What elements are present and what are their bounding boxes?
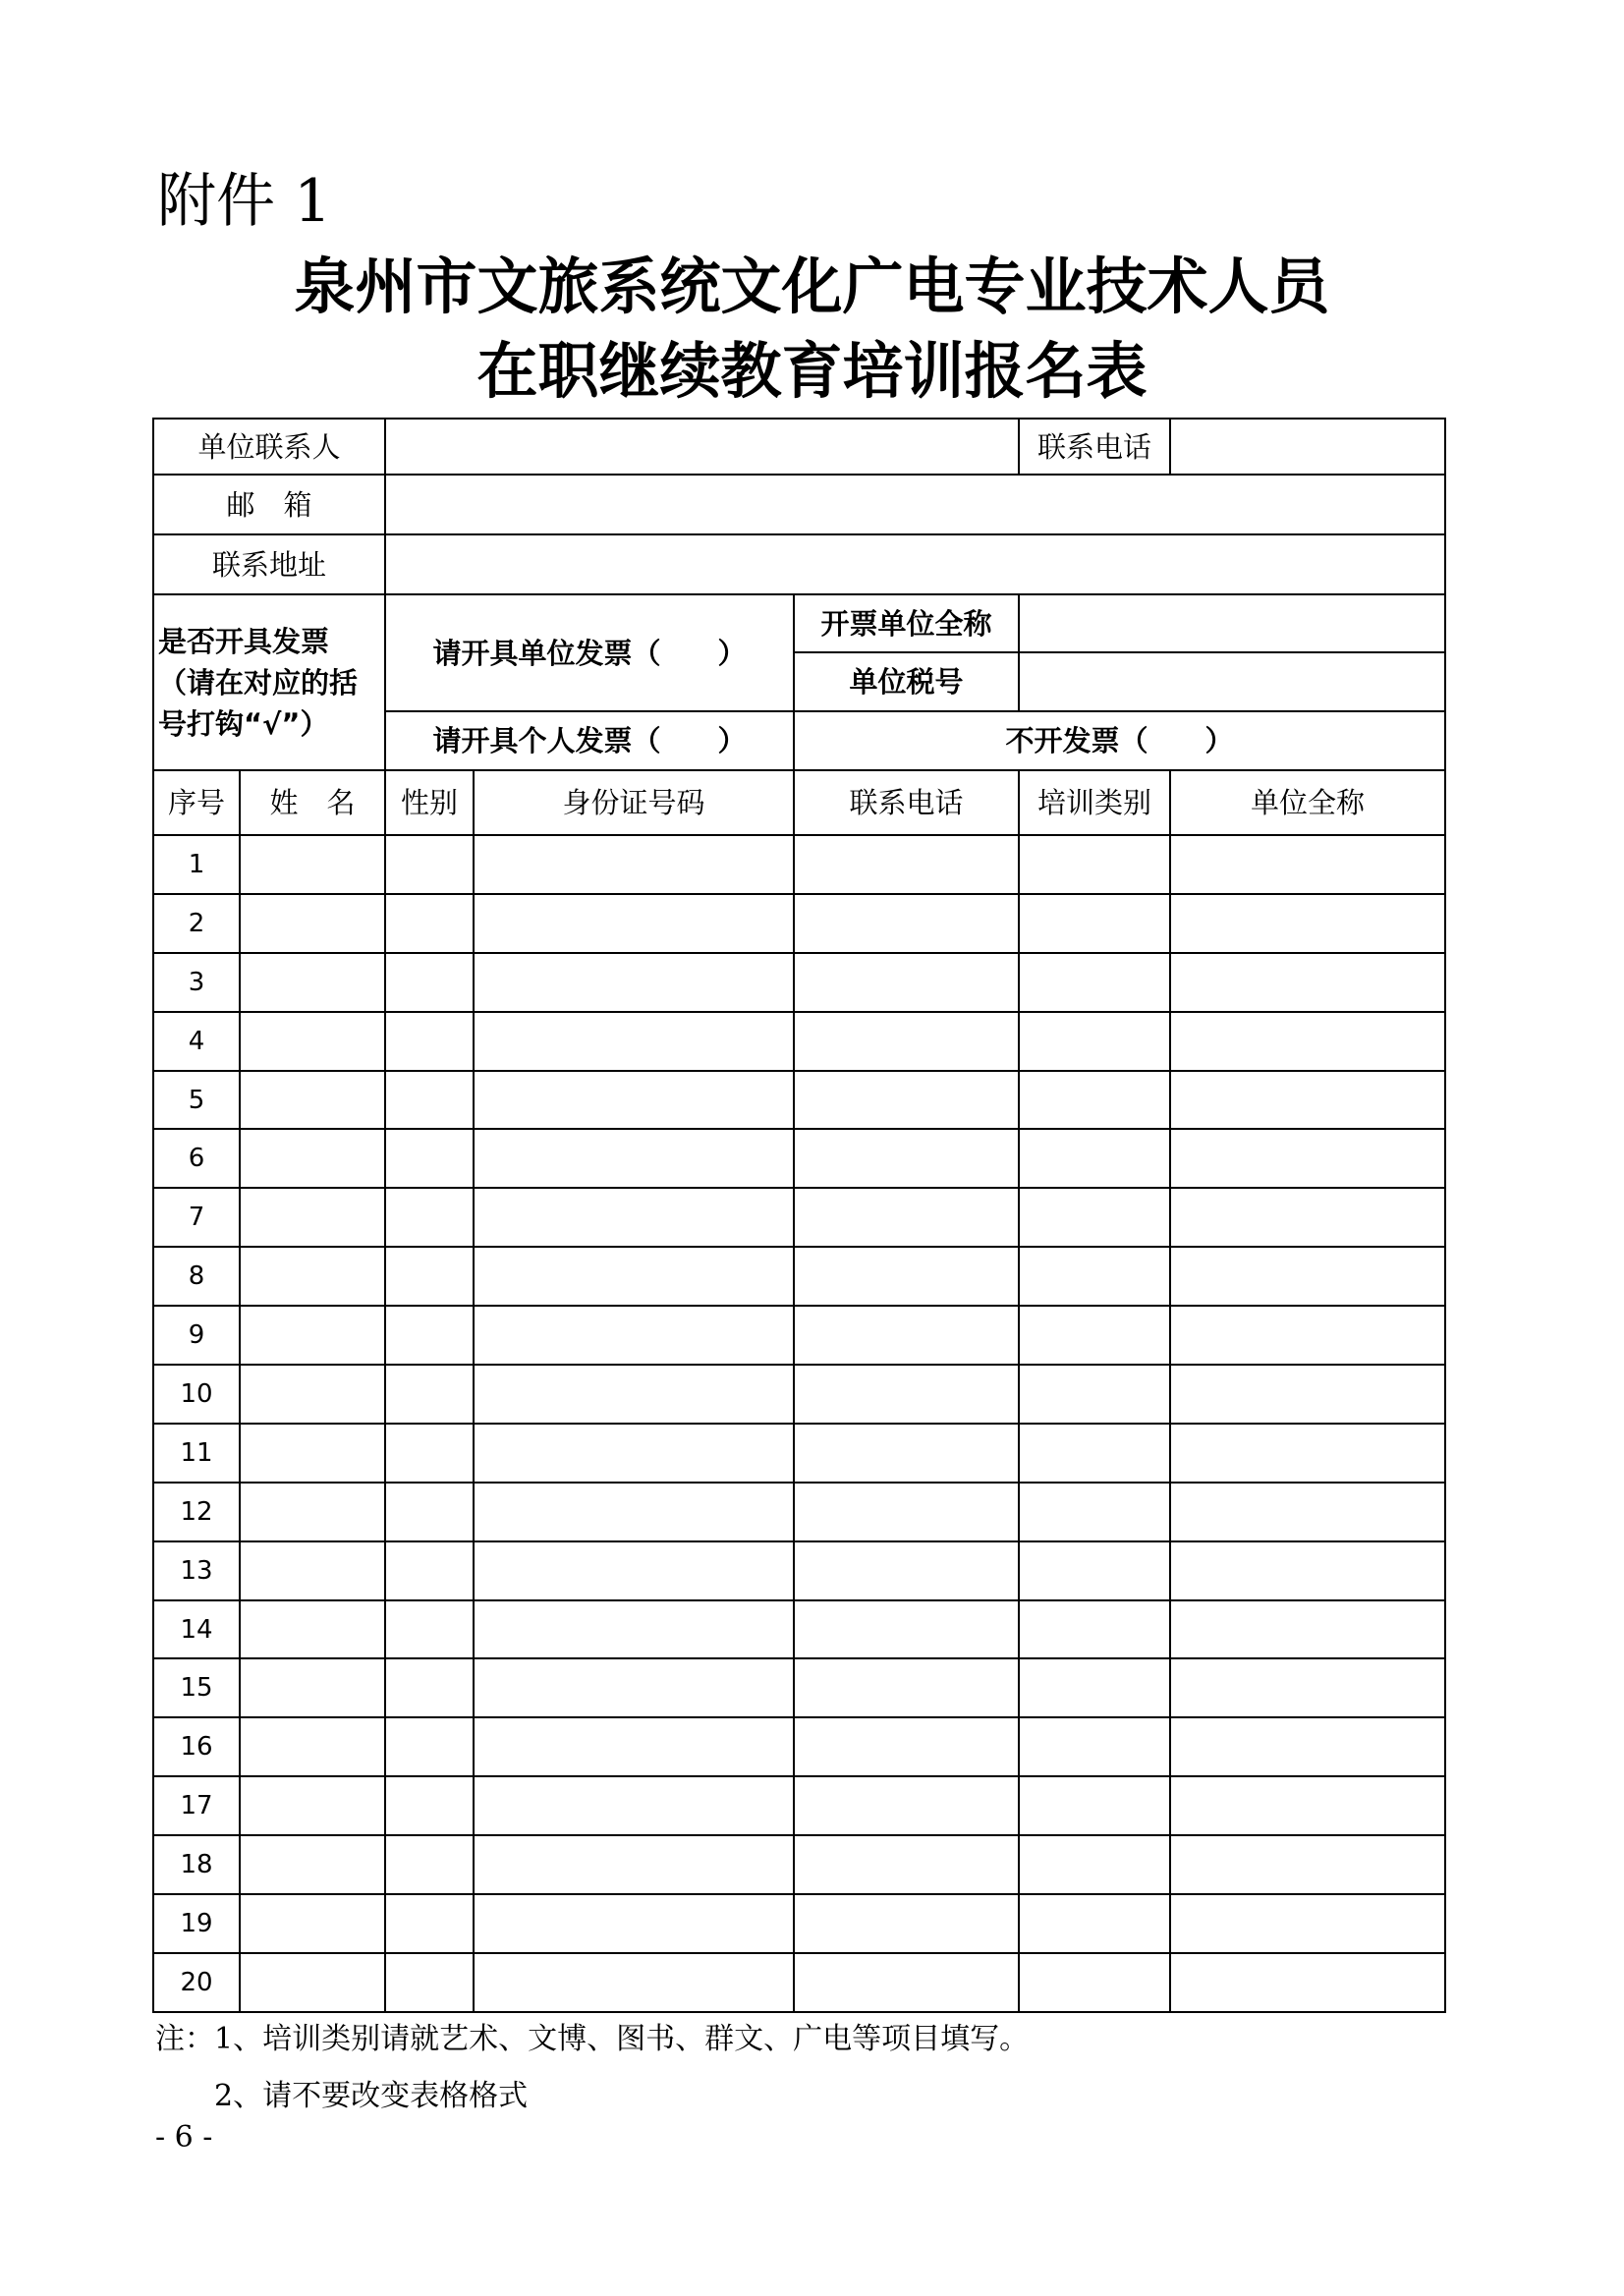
- training-type-cell[interactable]: [1019, 1306, 1170, 1365]
- training-type-cell[interactable]: [1019, 1953, 1170, 2012]
- gender-cell[interactable]: [385, 1717, 474, 1776]
- table-row: [153, 1717, 1445, 1776]
- unit-name-cell[interactable]: [1170, 953, 1445, 1012]
- name-cell[interactable]: [240, 1658, 385, 1717]
- header-gender: 性别: [385, 770, 474, 835]
- row-number: 13: [153, 1541, 240, 1600]
- gender-cell[interactable]: [385, 894, 474, 953]
- unit-name-cell[interactable]: [1170, 1306, 1445, 1365]
- name-cell[interactable]: [240, 1247, 385, 1306]
- unit-name-cell[interactable]: [1170, 894, 1445, 953]
- id-number-cell[interactable]: [474, 1658, 794, 1717]
- header-phone: 联系电话: [794, 770, 1019, 835]
- phone-cell[interactable]: [794, 1012, 1019, 1071]
- address-field[interactable]: [385, 534, 1445, 594]
- phone-cell[interactable]: [794, 1717, 1019, 1776]
- phone-cell[interactable]: [794, 1071, 1019, 1130]
- gender-cell[interactable]: [385, 1247, 474, 1306]
- phone-cell[interactable]: [794, 1541, 1019, 1600]
- id-number-cell[interactable]: [474, 1365, 794, 1424]
- gender-cell[interactable]: [385, 1012, 474, 1071]
- id-number-cell[interactable]: [474, 1717, 794, 1776]
- id-number-cell[interactable]: [474, 1012, 794, 1071]
- gender-cell[interactable]: [385, 1894, 474, 1953]
- unit-name-cell[interactable]: [1170, 1247, 1445, 1306]
- table-row: [153, 1306, 1445, 1365]
- gender-cell[interactable]: [385, 1424, 474, 1483]
- gender-cell[interactable]: [385, 1483, 474, 1541]
- id-number-cell[interactable]: [474, 894, 794, 953]
- unit-name-cell[interactable]: [1170, 1071, 1445, 1130]
- name-cell[interactable]: [240, 1306, 385, 1365]
- phone-cell[interactable]: [794, 1483, 1019, 1541]
- unit-name-cell[interactable]: [1170, 1658, 1445, 1717]
- training-type-cell[interactable]: [1019, 1658, 1170, 1717]
- unit-name-cell[interactable]: [1170, 1541, 1445, 1600]
- phone-cell[interactable]: [794, 953, 1019, 1012]
- name-cell[interactable]: [240, 1835, 385, 1894]
- row-number: 19: [153, 1894, 240, 1953]
- table-row: [153, 1835, 1445, 1894]
- id-number-cell[interactable]: [474, 1541, 794, 1600]
- table-row: [153, 1483, 1445, 1541]
- contact-person-label: 单位联系人: [153, 419, 385, 475]
- invoice-unit-name-label: 开票单位全称: [794, 594, 1019, 652]
- unit-invoice-option[interactable]: 请开具单位发票（ ）: [385, 594, 794, 711]
- training-type-cell[interactable]: [1019, 1365, 1170, 1424]
- table-row: [153, 1953, 1445, 2012]
- name-cell[interactable]: [240, 1483, 385, 1541]
- name-cell[interactable]: [240, 953, 385, 1012]
- name-cell[interactable]: [240, 1129, 385, 1188]
- gender-cell[interactable]: [385, 835, 474, 894]
- email-label: 邮 箱: [153, 475, 385, 534]
- unit-name-cell[interactable]: [1170, 1776, 1445, 1835]
- row-number: 18: [153, 1835, 240, 1894]
- phone-cell[interactable]: [794, 1424, 1019, 1483]
- row-number: 3: [153, 953, 240, 1012]
- unit-name-cell[interactable]: [1170, 1953, 1445, 2012]
- invoice-unit-name-field[interactable]: [1019, 594, 1445, 652]
- header-unit-name: 单位全称: [1170, 770, 1445, 835]
- table-row: [153, 1894, 1445, 1953]
- id-number-cell[interactable]: [474, 835, 794, 894]
- table-row: [153, 1658, 1445, 1717]
- gender-cell[interactable]: [385, 1776, 474, 1835]
- phone-cell[interactable]: [794, 1776, 1019, 1835]
- contact-phone-label: 联系电话: [1019, 419, 1170, 475]
- unit-name-cell[interactable]: [1170, 1129, 1445, 1188]
- training-type-cell[interactable]: [1019, 1835, 1170, 1894]
- row-number: 17: [153, 1776, 240, 1835]
- no-invoice-option[interactable]: 不开发票（ ）: [794, 711, 1445, 770]
- row-number: 5: [153, 1071, 240, 1130]
- row-number: 2: [153, 894, 240, 953]
- table-row: [153, 1188, 1445, 1247]
- training-type-cell[interactable]: [1019, 1894, 1170, 1953]
- phone-cell[interactable]: [794, 1894, 1019, 1953]
- training-type-cell[interactable]: [1019, 1188, 1170, 1247]
- training-type-cell[interactable]: [1019, 1424, 1170, 1483]
- row-number: 16: [153, 1717, 240, 1776]
- id-number-cell[interactable]: [474, 1835, 794, 1894]
- name-cell[interactable]: [240, 1365, 385, 1424]
- id-number-cell[interactable]: [474, 1483, 794, 1541]
- row-number: 14: [153, 1600, 240, 1659]
- unit-name-cell[interactable]: [1170, 1835, 1445, 1894]
- header-name: 姓 名: [240, 770, 385, 835]
- phone-cell[interactable]: [794, 894, 1019, 953]
- table-row: [153, 1541, 1445, 1600]
- training-type-cell[interactable]: [1019, 953, 1170, 1012]
- row-number: 11: [153, 1424, 240, 1483]
- header-id-number: 身份证号码: [474, 770, 794, 835]
- table-header-row: [153, 770, 1445, 835]
- contact-phone-field[interactable]: [1170, 419, 1445, 475]
- name-cell[interactable]: [240, 1012, 385, 1071]
- name-cell[interactable]: [240, 1541, 385, 1600]
- personal-invoice-option[interactable]: 请开具个人发票（ ）: [385, 711, 794, 770]
- unit-name-cell[interactable]: [1170, 1424, 1445, 1483]
- gender-cell[interactable]: [385, 1365, 474, 1424]
- form-title-line1: 泉州市文旅系统文化广电专业技术人员: [294, 251, 1330, 322]
- header-serial: 序号: [153, 770, 240, 835]
- id-number-cell[interactable]: [474, 1306, 794, 1365]
- unit-name-cell[interactable]: [1170, 1365, 1445, 1424]
- table-row: [153, 1600, 1445, 1659]
- gender-cell[interactable]: [385, 1953, 474, 2012]
- unit-name-cell[interactable]: [1170, 1894, 1445, 1953]
- page-number: - 6 -: [155, 2120, 213, 2155]
- phone-cell[interactable]: [794, 835, 1019, 894]
- name-cell[interactable]: [240, 894, 385, 953]
- tax-number-field[interactable]: [1019, 652, 1445, 711]
- gender-cell[interactable]: [385, 1541, 474, 1600]
- row-number: 8: [153, 1247, 240, 1306]
- table-row: [153, 894, 1445, 953]
- unit-name-cell[interactable]: [1170, 1188, 1445, 1247]
- attachment-label: 附件 1: [157, 167, 332, 236]
- phone-cell[interactable]: [794, 1658, 1019, 1717]
- gender-cell[interactable]: [385, 1658, 474, 1717]
- name-cell[interactable]: [240, 1776, 385, 1835]
- phone-cell[interactable]: [794, 1129, 1019, 1188]
- table-row: [153, 1012, 1445, 1071]
- training-type-cell[interactable]: [1019, 1071, 1170, 1130]
- tax-number-label: 单位税号: [794, 652, 1019, 711]
- unit-name-cell[interactable]: [1170, 835, 1445, 894]
- registration-table: [152, 418, 1446, 2013]
- phone-cell[interactable]: [794, 1835, 1019, 1894]
- phone-cell[interactable]: [794, 1306, 1019, 1365]
- contact-person-field[interactable]: [385, 419, 1019, 475]
- name-cell[interactable]: [240, 1071, 385, 1130]
- id-number-cell[interactable]: [474, 1247, 794, 1306]
- table-row: [153, 953, 1445, 1012]
- unit-name-cell[interactable]: [1170, 1483, 1445, 1541]
- header-training-type: 培训类别: [1019, 770, 1170, 835]
- table-row: [153, 1071, 1445, 1130]
- training-type-cell[interactable]: [1019, 1247, 1170, 1306]
- table-row: [153, 835, 1445, 894]
- training-type-cell[interactable]: [1019, 1600, 1170, 1659]
- row-number: 10: [153, 1365, 240, 1424]
- id-number-cell[interactable]: [474, 1424, 794, 1483]
- invoice-question: 是否开具发票（请在对应的括号打钩“√”）: [153, 594, 385, 770]
- row-number: 1: [153, 835, 240, 894]
- training-type-cell[interactable]: [1019, 1776, 1170, 1835]
- phone-cell[interactable]: [794, 1247, 1019, 1306]
- gender-cell[interactable]: [385, 1071, 474, 1130]
- row-number: 20: [153, 1953, 240, 2012]
- id-number-cell[interactable]: [474, 1776, 794, 1835]
- id-number-cell[interactable]: [474, 1071, 794, 1130]
- table-row: [153, 1424, 1445, 1483]
- name-cell[interactable]: [240, 1424, 385, 1483]
- gender-cell[interactable]: [385, 953, 474, 1012]
- gender-cell[interactable]: [385, 1306, 474, 1365]
- name-cell[interactable]: [240, 1894, 385, 1953]
- gender-cell[interactable]: [385, 1600, 474, 1659]
- training-type-cell[interactable]: [1019, 1129, 1170, 1188]
- row-number: 4: [153, 1012, 240, 1071]
- row-number: 15: [153, 1658, 240, 1717]
- training-type-cell[interactable]: [1019, 894, 1170, 953]
- id-number-cell[interactable]: [474, 1894, 794, 1953]
- address-label: 联系地址: [153, 534, 385, 594]
- unit-name-cell[interactable]: [1170, 1600, 1445, 1659]
- row-number: 7: [153, 1188, 240, 1247]
- name-cell[interactable]: [240, 1953, 385, 2012]
- table-row: [153, 1365, 1445, 1424]
- note-1: 注：1、培训类别请就艺术、文博、图书、群文、广电等项目填写。: [155, 2022, 1030, 2056]
- name-cell[interactable]: [240, 1188, 385, 1247]
- phone-cell[interactable]: [794, 1953, 1019, 2012]
- phone-cell[interactable]: [794, 1365, 1019, 1424]
- phone-cell[interactable]: [794, 1188, 1019, 1247]
- id-number-cell[interactable]: [474, 1600, 794, 1659]
- note-2: 2、请不要改变表格格式: [214, 2079, 529, 2113]
- id-number-cell[interactable]: [474, 1188, 794, 1247]
- gender-cell[interactable]: [385, 1129, 474, 1188]
- training-type-cell[interactable]: [1019, 1012, 1170, 1071]
- id-number-cell[interactable]: [474, 1953, 794, 2012]
- email-field[interactable]: [385, 475, 1445, 534]
- row-number: 9: [153, 1306, 240, 1365]
- gender-cell[interactable]: [385, 1188, 474, 1247]
- id-number-cell[interactable]: [474, 1129, 794, 1188]
- name-cell[interactable]: [240, 1600, 385, 1659]
- table-row: [153, 1129, 1445, 1188]
- name-cell[interactable]: [240, 1717, 385, 1776]
- id-number-cell[interactable]: [474, 953, 794, 1012]
- name-cell[interactable]: [240, 835, 385, 894]
- table-row: [153, 1247, 1445, 1306]
- training-type-cell[interactable]: [1019, 1483, 1170, 1541]
- form-title-line2: 在职继续教育培训报名表: [476, 335, 1148, 407]
- training-type-cell[interactable]: [1019, 835, 1170, 894]
- row-number: 12: [153, 1483, 240, 1541]
- unit-name-cell[interactable]: [1170, 1717, 1445, 1776]
- training-type-cell[interactable]: [1019, 1717, 1170, 1776]
- gender-cell[interactable]: [385, 1835, 474, 1894]
- training-type-cell[interactable]: [1019, 1541, 1170, 1600]
- table-row: [153, 1776, 1445, 1835]
- row-number: 6: [153, 1129, 240, 1188]
- unit-name-cell[interactable]: [1170, 1012, 1445, 1071]
- phone-cell[interactable]: [794, 1600, 1019, 1659]
